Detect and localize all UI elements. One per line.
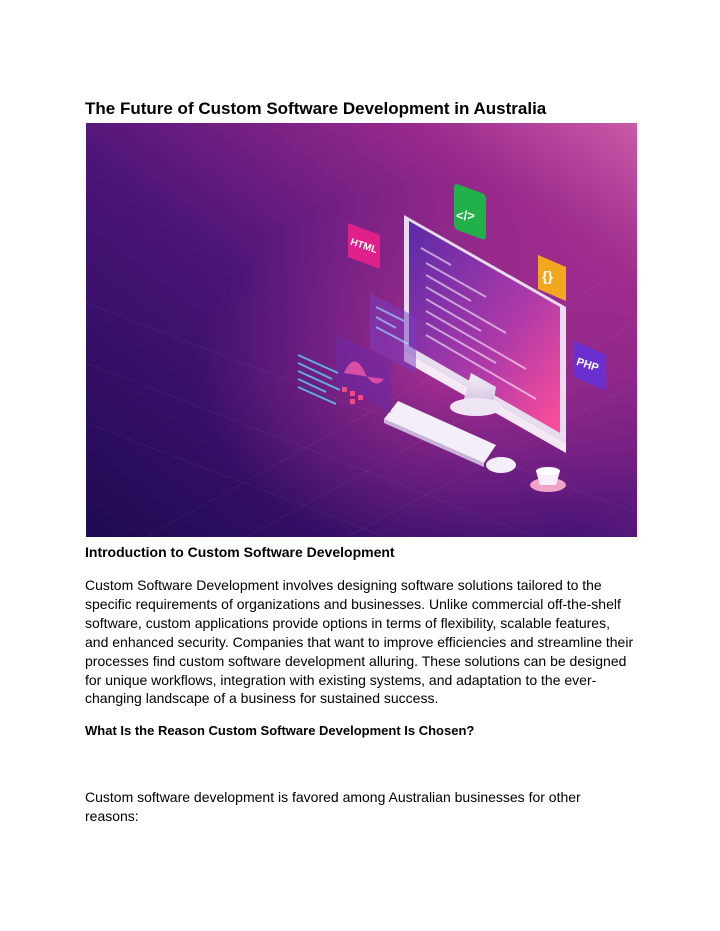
intro-paragraph: Custom Software Development involves designing software solutions tailored to the specific requirements of organizations and businesses. Unlike commercial off-the-shelf software, custom applications provide options in terms of flexibility, scalable features, and enhanced security. Companies that want to improve efficiencies and streamline their processes find custom software development alluring. These solutions can be designed for unique workflows, integration with existing systems, and adaptation to the ever-changing landscape of a business for sustained success. <box>85 577 634 707</box>
php-icon-label: PHP <box>574 355 601 375</box>
braces-icon-label: {} <box>542 268 553 284</box>
hero-image <box>86 123 637 537</box>
html-icon-label: HTML <box>348 236 379 256</box>
reason-heading: What Is the Reason Custom Software Development Is Chosen? <box>85 723 475 738</box>
hero-illustration <box>86 123 637 537</box>
intro-heading: Introduction to Custom Software Development <box>85 544 395 560</box>
mouse-illustration <box>486 457 516 473</box>
reason-paragraph: Custom software development is favored among Australian businesses for other reasons: <box>85 789 581 824</box>
code-icon-label: </> <box>456 208 475 223</box>
page-title: The Future of Custom Software Development in Australia <box>85 99 547 118</box>
